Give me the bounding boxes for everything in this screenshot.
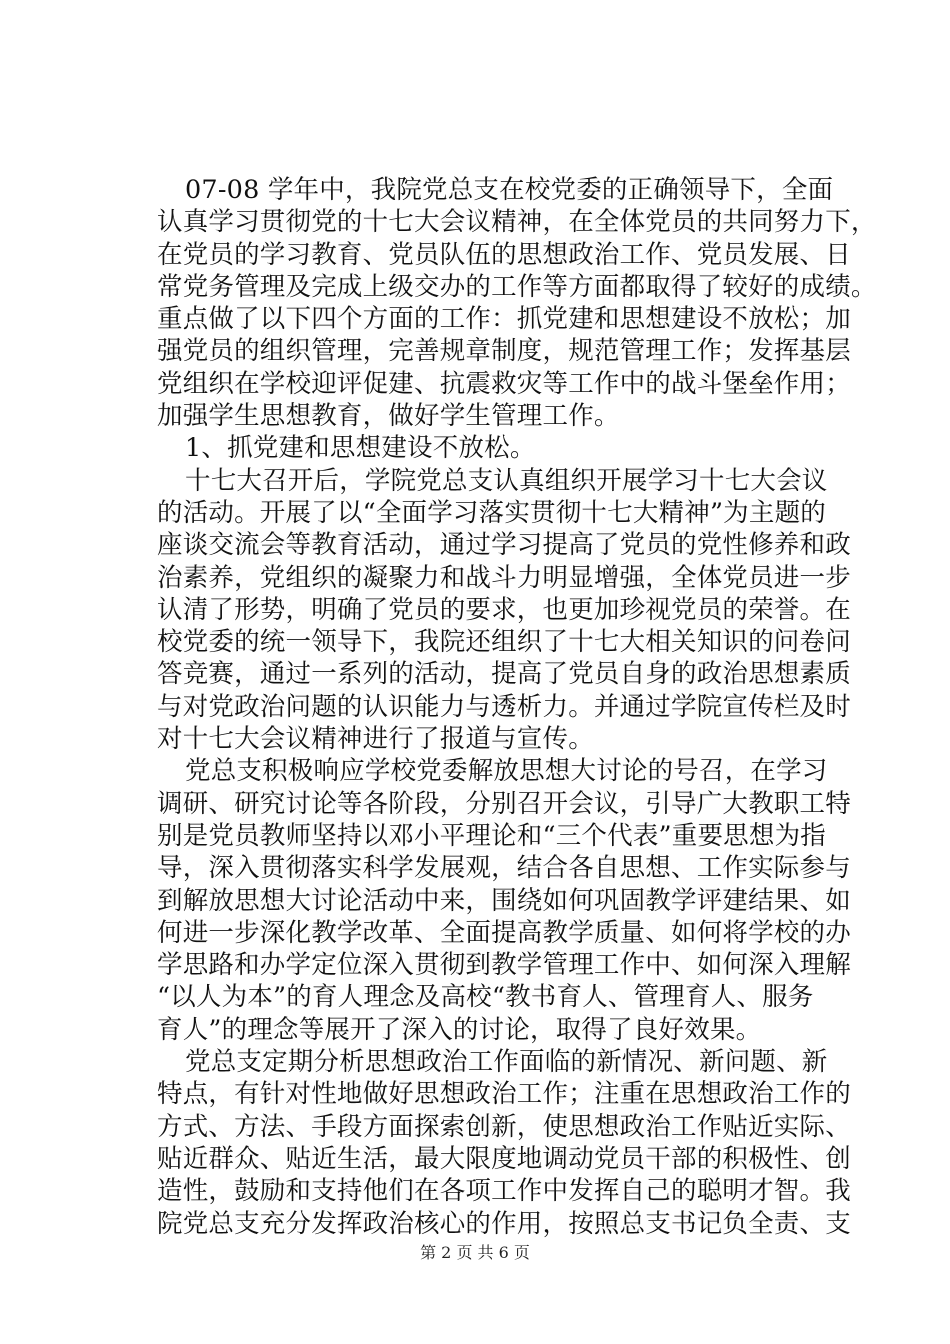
document-body <box>157 174 877 1240</box>
paragraph-line: 加强学生思想教育，做好学生管理工作。 <box>157 401 620 432</box>
paragraph-line: 的活动。开展了以“全面学习落实贯彻十七大精神”为主题的 <box>157 497 826 528</box>
paragraph-line: 调研、研究讨论等各阶段，分别召开会议，引导广大教职工特 <box>157 788 851 819</box>
paragraph-line: 校党委的统一领导下，我院还组织了十七大相关知识的问卷问 <box>157 627 851 658</box>
paragraph-line: 党组织在学校迎评促建、抗震救灾等工作中的战斗堡垒作用； <box>157 368 851 399</box>
paragraph-line: 方式、方法、手段方面探索创新，使思想政治工作贴近实际、 <box>157 1111 851 1142</box>
paragraph-line: “以人为本”的育人理念及高校“教书育人、管理育人、服务 <box>157 982 814 1013</box>
paragraph-line: 育人”的理念等展开了深入的讨论，取得了良好效果。 <box>157 1014 762 1045</box>
paragraph-line: 贴近群众、贴近生活，最大限度地调动党员干部的积极性、创 <box>157 1143 851 1174</box>
section-heading: 1、抓党建和思想建设不放松。 <box>185 433 536 464</box>
page-number-footer: 第 2 页 共 6 页 <box>420 1243 530 1262</box>
paragraph-line: 与对党政治问题的认识能力与透析力。并通过学院宣传栏及时 <box>157 691 851 722</box>
paragraph-line: 07-08 学年中，我院党总支在校党委的正确领导下，全面 <box>185 175 834 205</box>
paragraph-line: 对十七大会议精神进行了报道与宣传。 <box>157 724 594 755</box>
paragraph-line: 认真学习贯彻党的十七大会议精神，在全体党员的共同努力下， <box>157 207 877 238</box>
paragraph-line: 认清了形势，明确了党员的要求，也更加珍视党员的荣誉。在 <box>157 594 851 625</box>
paragraph-line: 治素养，党组织的凝聚力和战斗力明显增强，全体党员进一步 <box>157 562 851 593</box>
paragraph-line: 到解放思想大讨论活动中来，围绕如何巩固教学评建结果、如 <box>157 885 851 916</box>
paragraph-line: 强党员的组织管理，完善规章制度，规范管理工作；发挥基层 <box>157 336 851 367</box>
paragraph-line: 党总支定期分析思想政治工作面临的新情况、新问题、新 <box>185 1047 828 1078</box>
paragraph-line: 座谈交流会等教育活动，通过学习提高了党员的党性修养和政 <box>157 530 851 561</box>
paragraph-line: 十七大召开后，学院党总支认真组织开展学习十七大会议 <box>185 465 828 496</box>
paragraph-line: 常党务管理及完成上级交办的工作等方面都取得了较好的成绩。 <box>157 271 877 302</box>
paragraph-line: 造性，鼓励和支持他们在各项工作中发挥自己的聪明才智。我 <box>157 1176 851 1207</box>
paragraph-line: 在党员的学习教育、党员队伍的思想政治工作、党员发展、日 <box>157 239 851 270</box>
paragraph-line: 答竞赛，通过一系列的活动，提高了党员自身的政治思想素质 <box>157 659 851 690</box>
paragraph-line: 特点，有针对性地做好思想政治工作；注重在思想政治工作的 <box>157 1079 851 1110</box>
paragraph-line: 党总支积极响应学校党委解放思想大讨论的号召，在学习 <box>185 756 828 787</box>
paragraph-line: 别是党员教师坚持以邓小平理论和“三个代表”重要思想为指 <box>157 820 826 851</box>
paragraph-line: 学思路和办学定位深入贯彻到教学管理工作中、如何深入理解 <box>157 950 851 981</box>
paragraph-line: 院党总支充分发挥政治核心的作用，按照总支书记负全责、支 <box>157 1208 851 1239</box>
paragraph-line: 何进一步深化教学改革、全面提高教学质量、如何将学校的办 <box>157 917 851 948</box>
paragraph-line: 重点做了以下四个方面的工作：抓党建和思想建设不放松；加 <box>157 304 851 335</box>
paragraph-line: 导，深入贯彻落实科学发展观，结合各自思想、工作实际参与 <box>157 853 851 884</box>
